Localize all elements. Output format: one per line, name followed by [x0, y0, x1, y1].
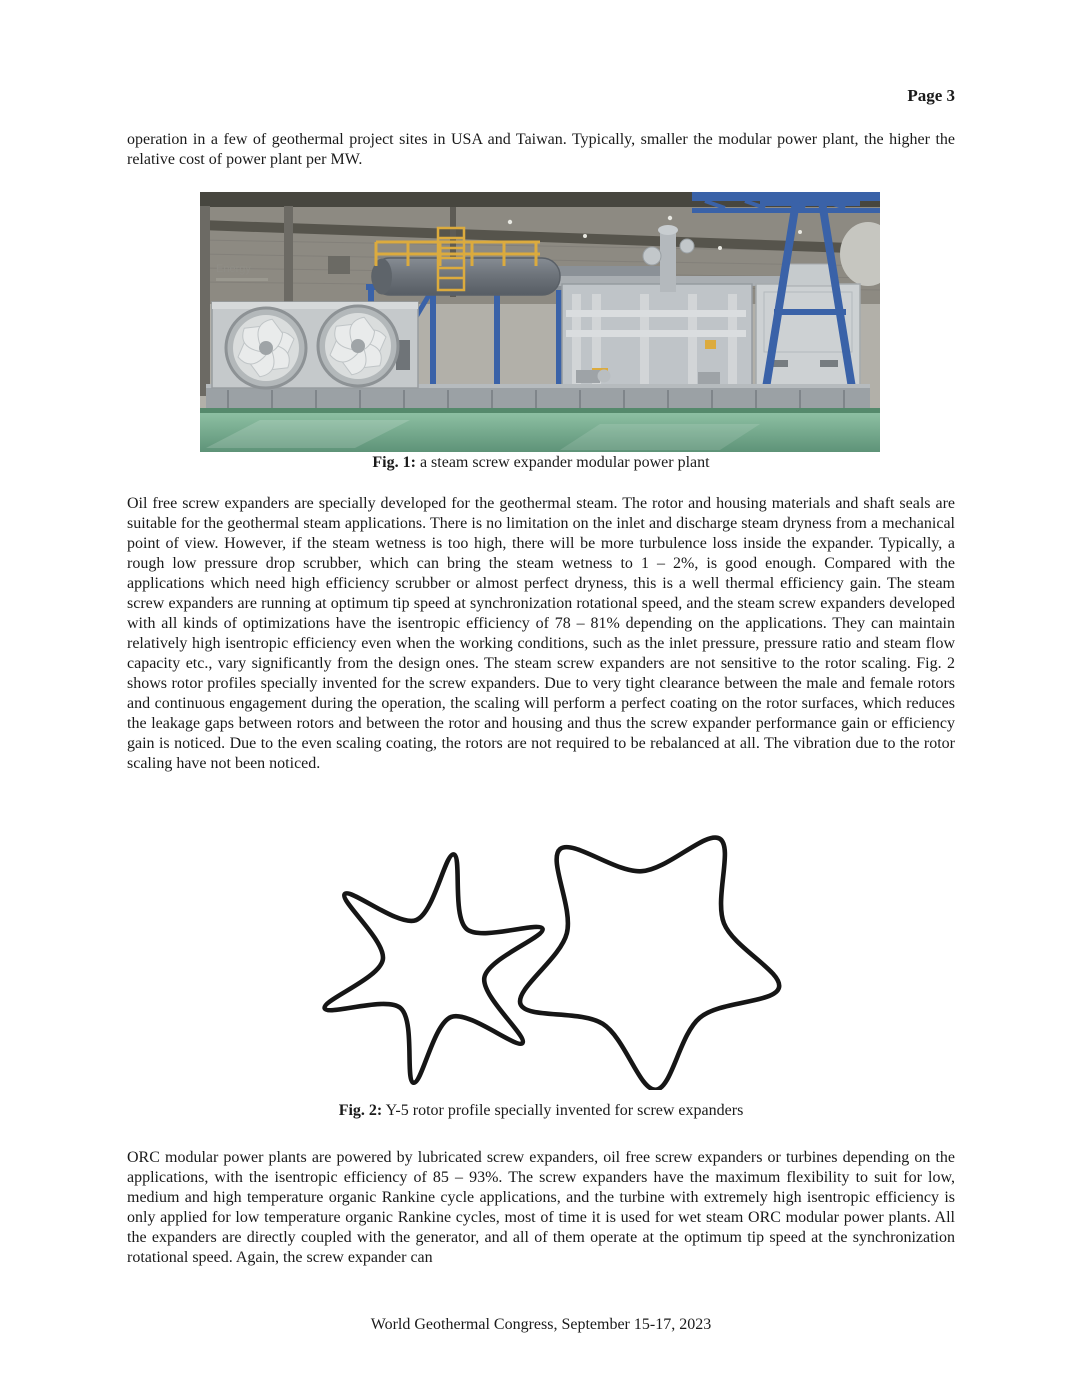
figure-2-drawing [298, 814, 790, 1090]
figure-1-photo [200, 192, 880, 452]
factory-photo [200, 192, 880, 452]
factory-floor [200, 408, 880, 452]
intro-paragraph: operation in a few of geothermal project sites in USA and Taiwan. Typically, smaller the modular power plant, the higher the relative cost of power plant per MW. [127, 131, 955, 168]
page-number: Page 3 [907, 86, 955, 105]
figure-2-caption-text: Y-5 rotor profile specially invented for screw expanders [382, 1102, 744, 1119]
male-rotor-outline [325, 854, 543, 1082]
rotor-profiles [298, 814, 790, 1090]
figure-1-caption [127, 454, 955, 472]
body-paragraph-1: Oil free screw expanders are specially developed for the geothermal steam. The rotor and housing materials and shaft seals are suitable for the geothermal steam applications. There is no limitation on the inlet and discharge steam dryness from a mechanical point of view. However, if the steam wetness is too high, there will be more turbulence loss inside the expander. Typically, a rough low pressure drop scrubber, which can bring the steam wetness to 1 – 2%, is good enough. Compared with the applications which need high efficiency scrubber or almost perfect dryness, this is a well thermal efficiency gain. The steam screw expanders are running at optimum tip speed at synchronization rotational speed, and the steam screw expanders developed with all kinds of optimizations have the isentropic efficiency of 78 – 81% depending on the applications. They can maintain relatively high isentropic efficiency even when the working conditions, such as the inlet pressure, pressure ratio and steam flow capacity etc., vary significantly from the design ones. The steam screw expanders are not sensitive to the rotor scaling. Fig. 2 shows rotor profiles specially invented for the screw expanders. Due to very tight clearance between the male and female rotors and continuous engagement during the operation, the scaling will perform a perfect coating on the rotor surfaces, which reduces the leakage gaps between rotors and between the rotor and housing and thus the screw expander performance gain or efficiency gain is noticed. Due to the even scaling coating, the rotors are not required to be rebalanced at all. The vibration due to the rotor scaling have not been noticed. [127, 495, 955, 772]
figure-2-caption [127, 1102, 955, 1120]
footer-conference-line: World Geothermal Congress, September 15-17, 2023 [370, 1316, 712, 1333]
female-rotor-outline [520, 838, 779, 1090]
fan-left-icon [226, 308, 306, 388]
fan-right-icon [318, 306, 398, 386]
body-paragraph-2: ORC modular power plants are powered by lubricated screw expanders, oil free screw expanders or turbines depending on the applications, with the isentropic efficiency of 85 – 93%. The screw expanders have the maximum flexibility to suit for low, medium and high temperature organic Rankine cycle applications, and the turbine with extremely high isentropic efficiency is only applied for low temperature organic Rankine cycles, most of time it is used for wet steam ORC modular power plants. All the expanders are directly coupled with the generator, and all of them operate at the optimum tip speed at the synchronization rotational speed. Again, the screw expander can [127, 1149, 955, 1266]
figure-1-label: Fig. 1: [372, 454, 416, 471]
fan-unit [212, 302, 418, 388]
wall-text: Energy [216, 263, 251, 275]
figure-1-caption-text: a steam screw expander modular power plant [415, 454, 710, 471]
figure-2-label: Fig. 2: [338, 1102, 383, 1119]
